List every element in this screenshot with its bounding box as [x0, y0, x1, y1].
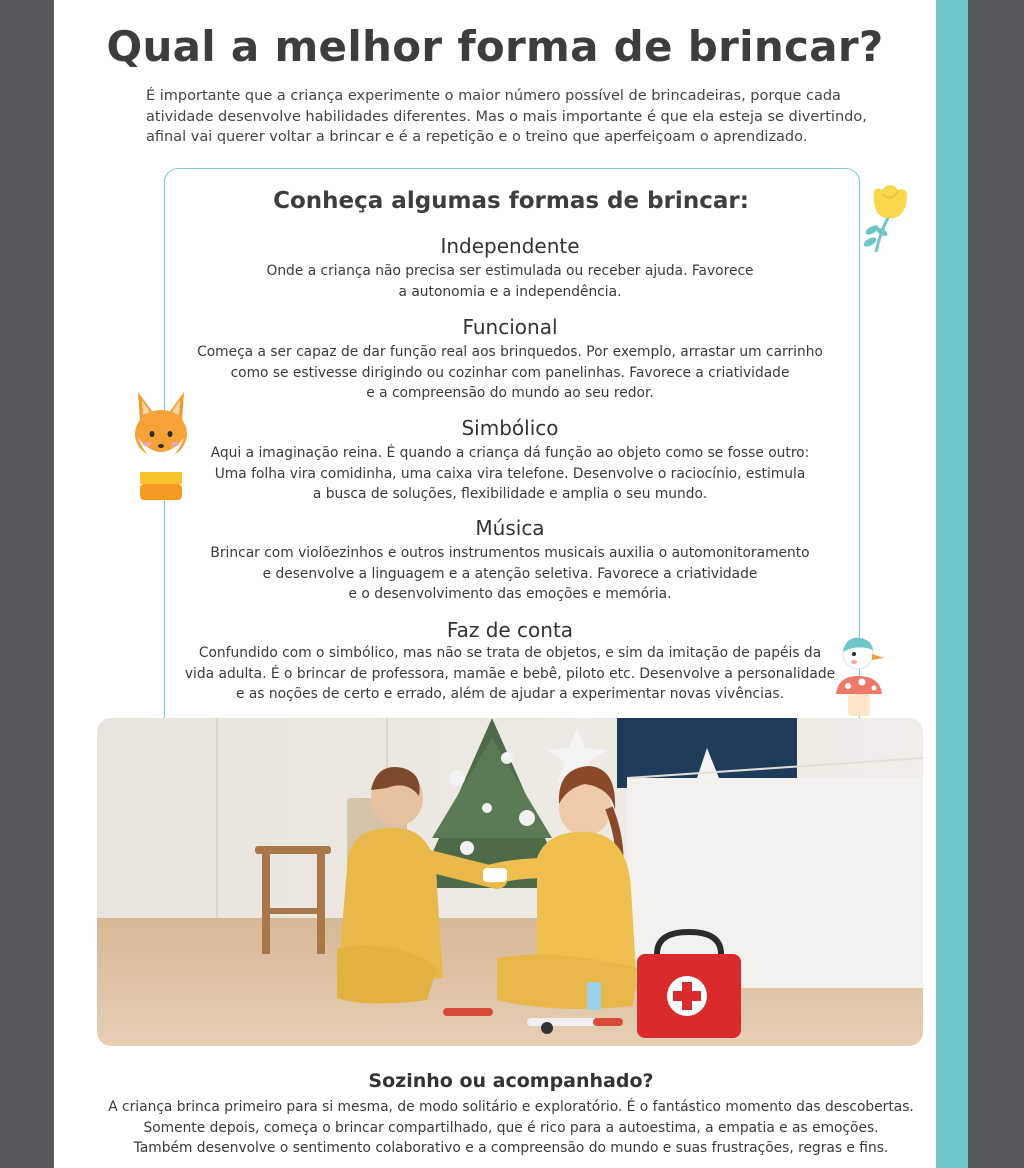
section-text-musica: Brincar com violõezinhos e outros instrumentos musicais auxilia o automonitoramento e desenvolve a linguagem e a atenção seletiva. Favorece a criatividade e o desenvolvimento das emoções e memória.	[210, 545, 810, 602]
photo-illustration	[97, 718, 923, 1046]
closing-heading: Sozinho ou acompanhado?	[368, 1070, 654, 1092]
section-text-simbolico: Aqui a imaginação reina. É quando a criança dá função ao objeto como se fosse outro: Uma folha vira comidinha, uma caixa vira telefone. Desenvolve o raciocínio, estimula a busca de soluções, flexibilidade e amplia o seu mundo.	[210, 445, 810, 502]
section-heading-simbolico: Simbólico	[461, 416, 559, 440]
section-heading-funcional: Funcional	[462, 315, 558, 339]
fox-toy-icon	[130, 388, 192, 504]
section-text-funcional: Começa a ser capaz de dar função real aos brinquedos. Por exemplo, arrastar um carrinho como se estivesse dirigindo ou cozinhar com panelinhas. Favorece a criatividade e a compreensão do mundo ao seu redor.	[197, 344, 823, 401]
section-heading-faz-de-conta: Faz de conta	[446, 618, 574, 642]
section-text-faz-de-conta: Confundido com o simbólico, mas não se trata de objetos, e sim da imitação de papéis da vida adulta. É o brincar de professora, mamãe e bebê, piloto etc. Desenvolve a personalidade e as noções de certo e errado, além de ajudar a experimentar novas vivências.	[184, 645, 836, 702]
closing-text: A criança brinca primeiro para si mesma, de modo solitário e exploratório. É o fantástico momento das descobertas. Somente depois, começa o brincar compartilhado, que é rico para a autoestima, a empatia e as emoções. Também desenvolve o sentimento colaborativo e a compreensão do mundo e suas frustrações, regras e fins.	[108, 1099, 914, 1156]
bird-mushroom-toy-icon	[832, 632, 888, 722]
box-title: Conheça algumas formas de brincar:	[273, 188, 749, 214]
section-text-independente: Onde a criança não precisa ser estimulada ou receber ajuda. Favorece a autonomia e a independência.	[266, 263, 754, 300]
intro-paragraph: É importante que a criança experimente o maior número possível de brincadeiras, porque cada atividade desenvolve habilidades diferentes. Mas o mais importante é que ela esteja se divertindo, afinal vai querer voltar a brincar e é a repetição e o treino que aperfeiçoam o aprendizado.	[146, 88, 867, 145]
children-playing-photo	[97, 718, 923, 1046]
section-heading-musica: Música	[475, 516, 545, 540]
page-title: Qual a melhor forma de brincar?	[106, 22, 884, 71]
section-heading-independente: Independente	[440, 234, 580, 258]
teal-side-strip	[936, 0, 968, 1168]
flower-icon	[856, 180, 916, 256]
